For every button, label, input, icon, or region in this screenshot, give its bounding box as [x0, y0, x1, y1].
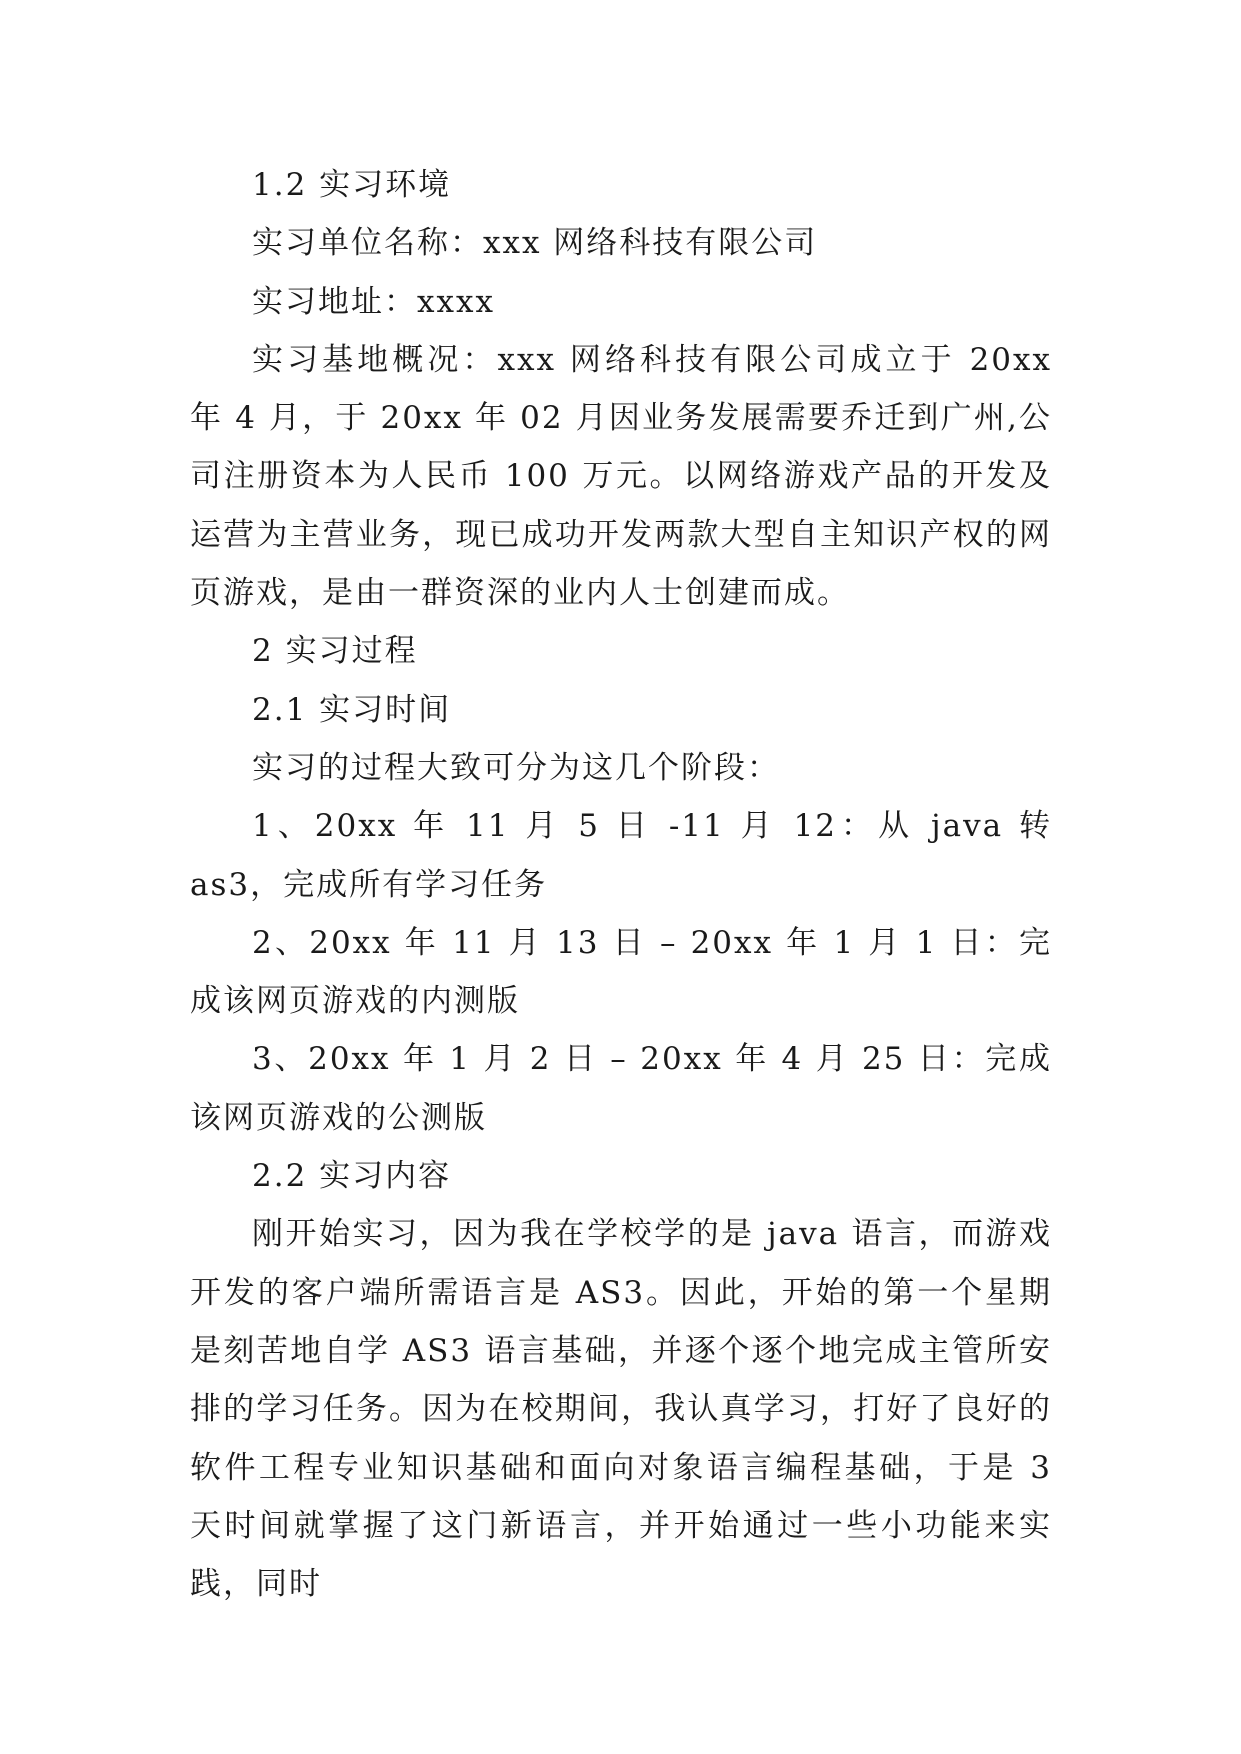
stage-item-3: 3、20xx 年 1 月 2 日 – 20xx 年 4 月 25 日：完成该网页游戏的公测版	[190, 1041, 1052, 1136]
section-heading-1-2: 1.2 实习环境	[252, 167, 452, 203]
section-heading-2-2: 2.2 实习内容	[252, 1158, 452, 1195]
stages-intro: 实习的过程大致可分为这几个阶段：	[252, 749, 780, 786]
document-body	[190, 156, 1052, 1613]
internship-address: 实习地址：xxxx	[252, 283, 495, 320]
section-heading-2: 2 实习过程	[252, 633, 418, 670]
stage-item-1: 1、20xx 年 11 月 5 日 -11 月 12：从 java 转 as3，完成所有学习任务	[190, 808, 1052, 903]
internship-content-paragraph: 刚开始实习，因为我在学校学的是 java 语言，而游戏开发的客户端所需语言是 AS3。因此，开始的第一个星期是刻苦地自学 AS3 语言基础，并逐个逐个地完成主管所安排的学习任务。因为在校期间，我认真学习，打好了良好的软件工程专业知识基础和面向对象语言编程基础，于是 3 天时间就掌握了这门新语言，并开始通过一些小功能来实践，同时	[190, 1216, 1052, 1603]
internship-base-overview: 实习基地概况：xxx 网络科技有限公司成立于 20xx 年 4 月，于 20xx 年 02 月因业务发展需要乔迁到广州,公司注册资本为人民币 100 万元。以网络游戏产品的开发及运营为主营业务，现已成功开发两款大型自主知识产权的网页游戏，是由一群资深的业内人士创建而成。	[190, 341, 1052, 612]
section-heading-2-1: 2.1 实习时间	[252, 691, 452, 728]
internship-company-name: 实习单位名称：xxx 网络科技有限公司	[252, 225, 818, 262]
stage-item-2: 2、20xx 年 11 月 13 日 – 20xx 年 1 月 1 日：完成该网页游戏的内测版	[190, 924, 1052, 1020]
